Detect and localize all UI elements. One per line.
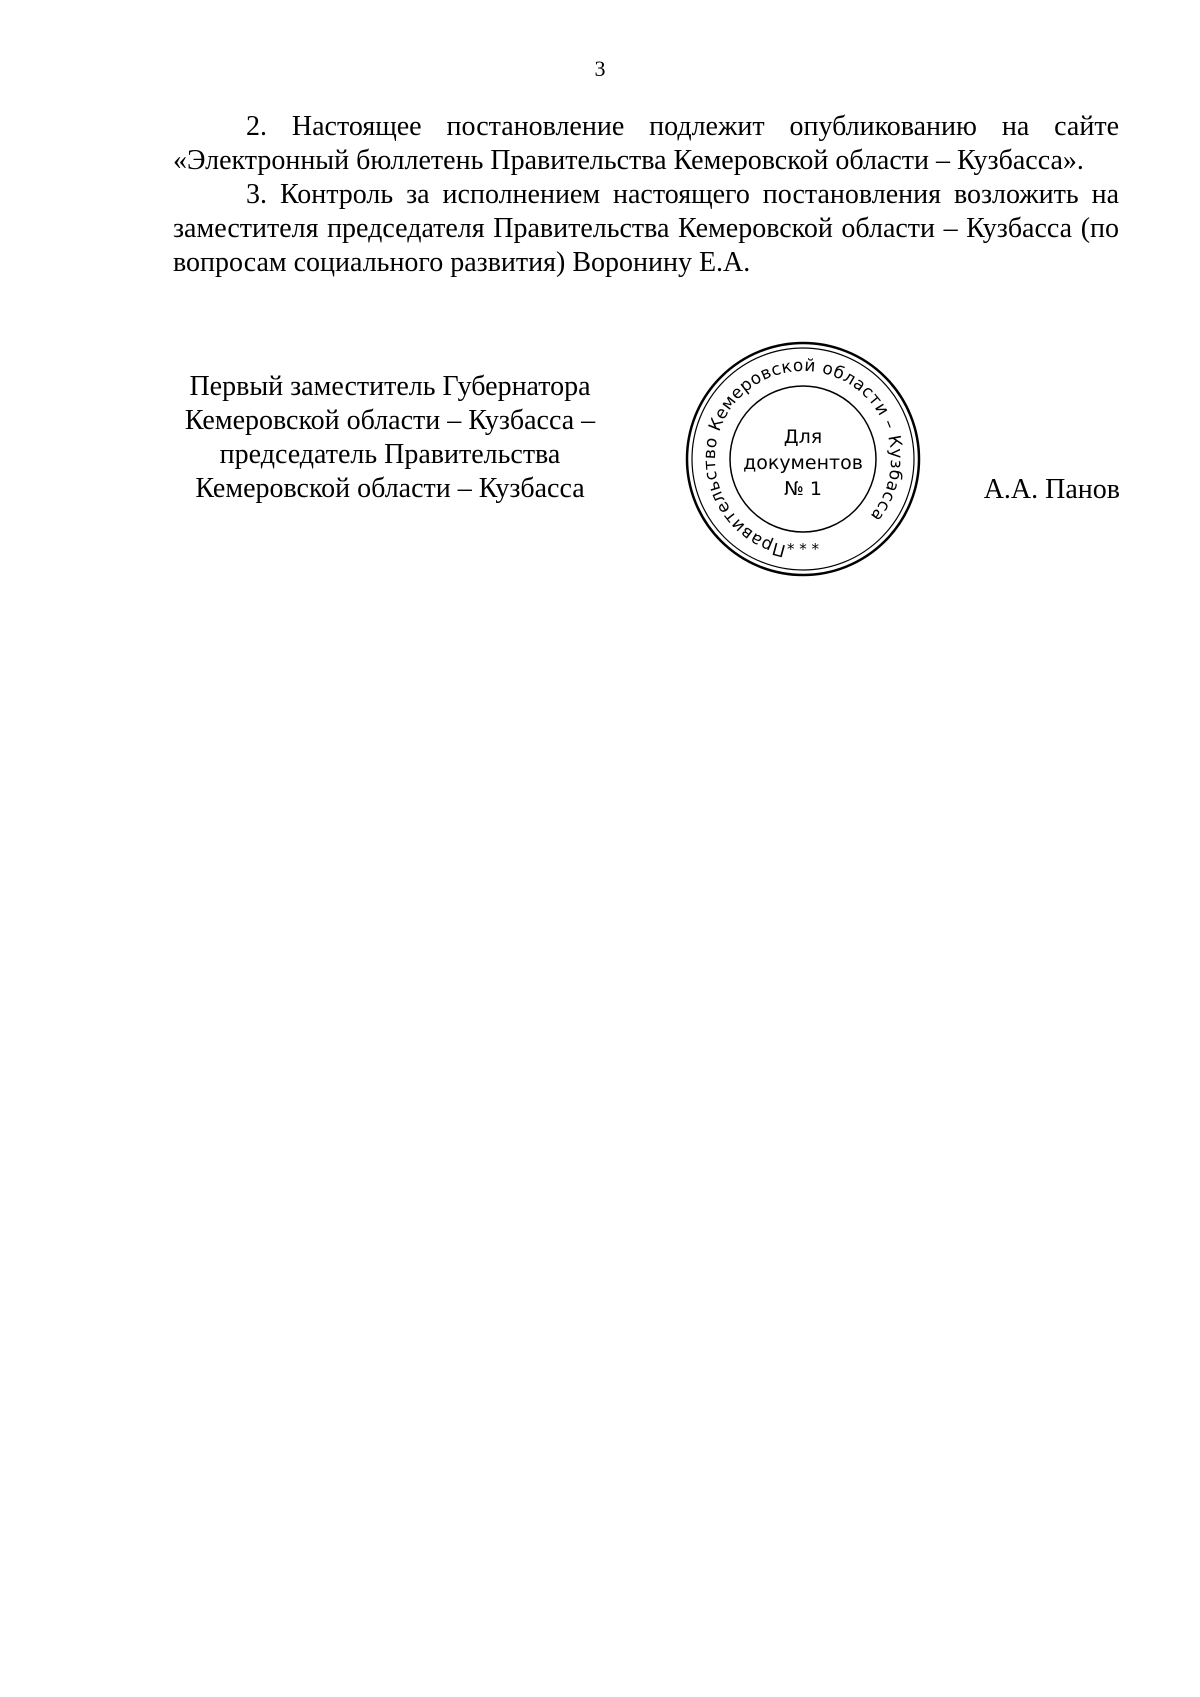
signer-title [160, 370, 620, 506]
signer-name: А.А. Панов [983, 474, 1120, 505]
stamp-center-line: документов [743, 452, 863, 474]
signer-title-line: Кемеровской области – Кузбасса [195, 473, 585, 504]
official-stamp [684, 340, 922, 578]
stamp-stars: * * * [786, 540, 820, 558]
paragraph-3: 3. Контроль за исполнением настоящего постановления возложить на заместителя председателя Правительства Кемеровской области – Кузбасса (по вопросам социального развития) Воронину Е.А. [173, 179, 1119, 278]
signer-title-line: председатель Правительства [219, 439, 561, 470]
document-body [173, 110, 1119, 280]
page-number: 3 [594, 56, 606, 81]
paragraph-2: 2. Настоящее постановление подлежит опубликованию на сайте «Электронный бюллетень Правительства Кемеровской области – Кузбасса». [173, 111, 1119, 176]
stamp-center-line: № 1 [784, 478, 822, 500]
signer-title-line: Кемеровской области – Кузбасса – [184, 405, 596, 436]
stamp-seal [684, 340, 922, 578]
stamp-ring-textpath: Правительство Кемеровской области – Кузбасса [699, 355, 907, 561]
stamp-center-line: Для [783, 426, 823, 448]
signer-title-line: Первый заместитель Губернатора [189, 371, 591, 402]
